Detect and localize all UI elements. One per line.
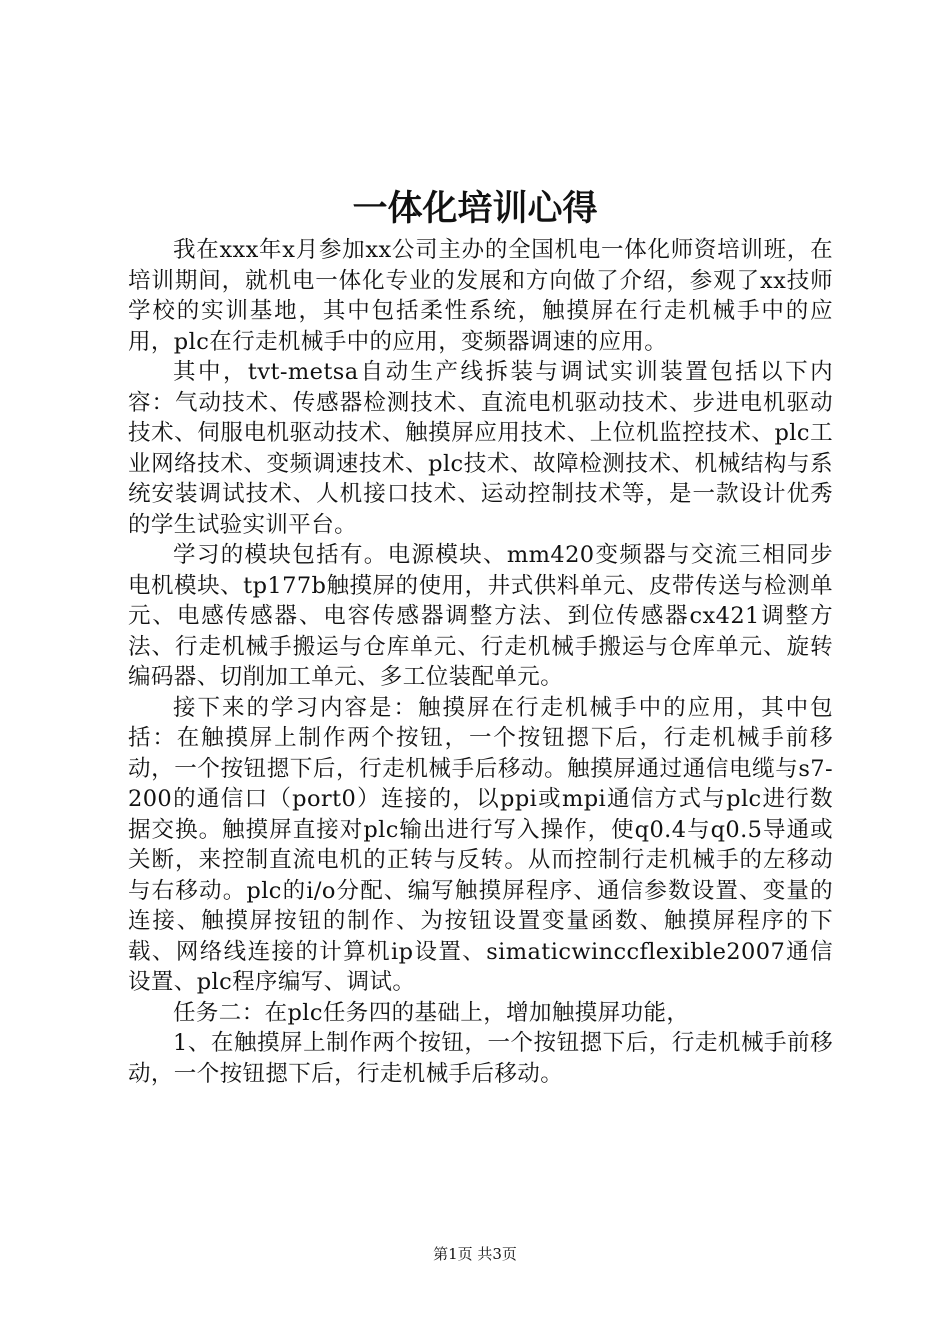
paragraph-touchscreen-application: 接下来的学习内容是：触摸屏在行走机械手中的应用，其中包括：在触摸屏上制作两个按钮，一个按钮摁下后，行走机械手前移动，一个按钮摁下后，行走机械手后移动。触摸屏通过通信电缆与s7-200的通信口（port0）连接的，以ppi或mpi通信方式与plc进行数据交换。触摸屏直接对plc输出进行写入操作，使q0.4与q0.5导通或关断，来控制直流电机的正转与反转。从而控制行走机械手的左移动与右移动。plc的i/o分配、编写触摸屏程序、通信参数设置、变量的连接、触摸屏按钮的制作、为按钮设置变量函数、触摸屏程序的下载、网络线连接的计算机ip设置、simaticwinccflexible2007通信设置、plc程序编写、调试。	[128, 694, 833, 995]
document-body	[128, 235, 833, 1089]
paragraph-task-step-one: 1、在触摸屏上制作两个按钮，一个按钮摁下后，行走机械手前移动，一个按钮摁下后，行走机械手后移动。	[128, 1030, 833, 1087]
page-number-footer: 第1页 共3页	[433, 1245, 517, 1263]
paragraph-task-two: 任务二：在plc任务四的基础上，增加触摸屏功能，	[173, 999, 690, 1026]
document-title: 一体化培训心得	[352, 188, 598, 229]
paragraph-training-intro: 我在xxx年x月参加xx公司主办的全国机电一体化师资培训班，在培训期间，就机电一体化专业的发展和方向做了介绍，参观了xx技师学校的实训基地，其中包括柔性系统，触摸屏在行走机械手中的应用，plc在行走机械手中的应用，变频器调速的应用。	[128, 237, 833, 355]
paragraph-modules: 学习的模块包括有。电源模块、mm420变频器与交流三相同步电机模块、tp177b触摸屏的使用，井式供料单元、皮带传送与检测单元、电感传感器、电容传感器调整方法、到位传感器cx421调整方法、行走机械手搬运与仓库单元、行走机械手搬运与仓库单元、旋转编码器、切削加工单元、多工位装配单元。	[128, 542, 833, 690]
paragraph-equipment-contents: 其中，tvt-metsa自动生产线拆装与调试实训装置包括以下内容：气动技术、传感器检测技术、直流电机驱动技术、步进电机驱动技术、伺服电机驱动技术、触摸屏应用技术、上位机监控技术、plc工业网络技术、变频调速技术、plc技术、故障检测技术、机械结构与系统安装调试技术、人机接口技术、运动控制技术等，是一款设计优秀的学生试验实训平台。	[128, 359, 833, 538]
